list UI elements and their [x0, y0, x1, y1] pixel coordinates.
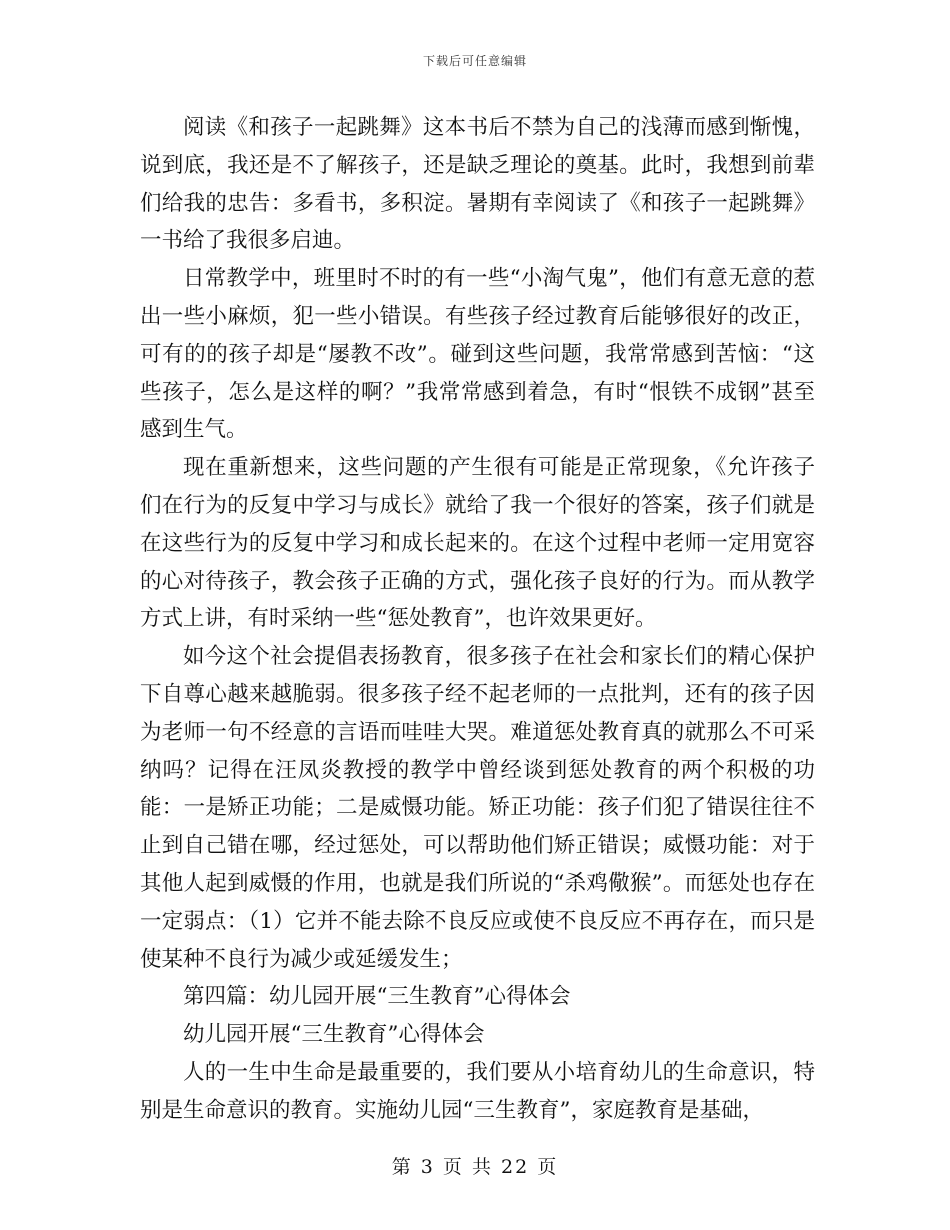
- paragraph-1: 阅读《和孩子一起跳舞》这本书后不禁为自己的浅薄而感到惭愧，说到底，我还是不了解孩子，还是缺乏理论的奠基。此时，我想到前辈们给我的忠告：多看书，多积淀。暑期有幸阅读了《和孩子一起跳舞》一书给了我很多启迪。: [140, 115, 815, 254]
- section-heading: 第四篇：幼儿园开展“三生教育”心得体会: [183, 984, 571, 1010]
- paragraph-2: 日常教学中，班里时不时的有一些“小淘气鬼”，他们有意无意的惹出一些小麻烦，犯一些小错误。有些孩子经过教育后能够很好的改正，可有的的孩子却是“屡教不改”。碰到这些问题，我常常感到苦恼：“这些孩子，怎么是这样的啊？”我常常感到着急，有时“恨铁不成钢”甚至感到生气。: [140, 266, 815, 443]
- paragraph-5: 人的一生中生命是最重要的，我们要从小培育幼儿的生命意识，特别是生命意识的教育。实施幼儿园“三生教育”，家庭教育是基础，: [140, 1059, 815, 1123]
- page-number-footer: 第 3 页 共 22 页: [391, 1156, 559, 1178]
- paragraph-4: 如今这个社会提倡表扬教育，很多孩子在社会和家长们的精心保护下自尊心越来越脆弱。很多孩子经不起老师的一点批判，还有的孩子因为老师一句不经意的言语而哇哇大哭。难道惩处教育真的就那么不可采纳吗？记得在汪凤炎教授的教学中曾经谈到惩处教育的两个积极的功能：一是矫正功能；二是威慑功能。矫正功能：孩子们犯了错误往往不止到自己错在哪，经过惩处，可以帮助他们矫正错误；威慑功能：对于其他人起到威慑的作用，也就是我们所说的“杀鸡儆猴”。而惩处也存在一定弱点：（1）它并不能去除不良反应或使不良反应不再存在，而只是使某种不良行为减少或延缓发生；: [140, 644, 815, 972]
- paragraph-3: 现在重新想来，这些问题的产生很有可能是正常现象，《允许孩子们在行为的反复中学习与成长》就给了我一个很好的答案，孩子们就是在这些行为的反复中学习和成长起来的。在这个过程中老师一定用宽容的心对待孩子，教会孩子正确的方式，强化孩子良好的行为。而从教学方式上讲，有时采纳一些“惩处教育”，也许效果更好。: [140, 455, 815, 632]
- section-subheading: 幼儿园开展“三生教育”心得体会: [183, 1022, 485, 1048]
- document-body: [140, 109, 815, 1130]
- page-header: 下载后可任意编辑: [422, 54, 527, 68]
